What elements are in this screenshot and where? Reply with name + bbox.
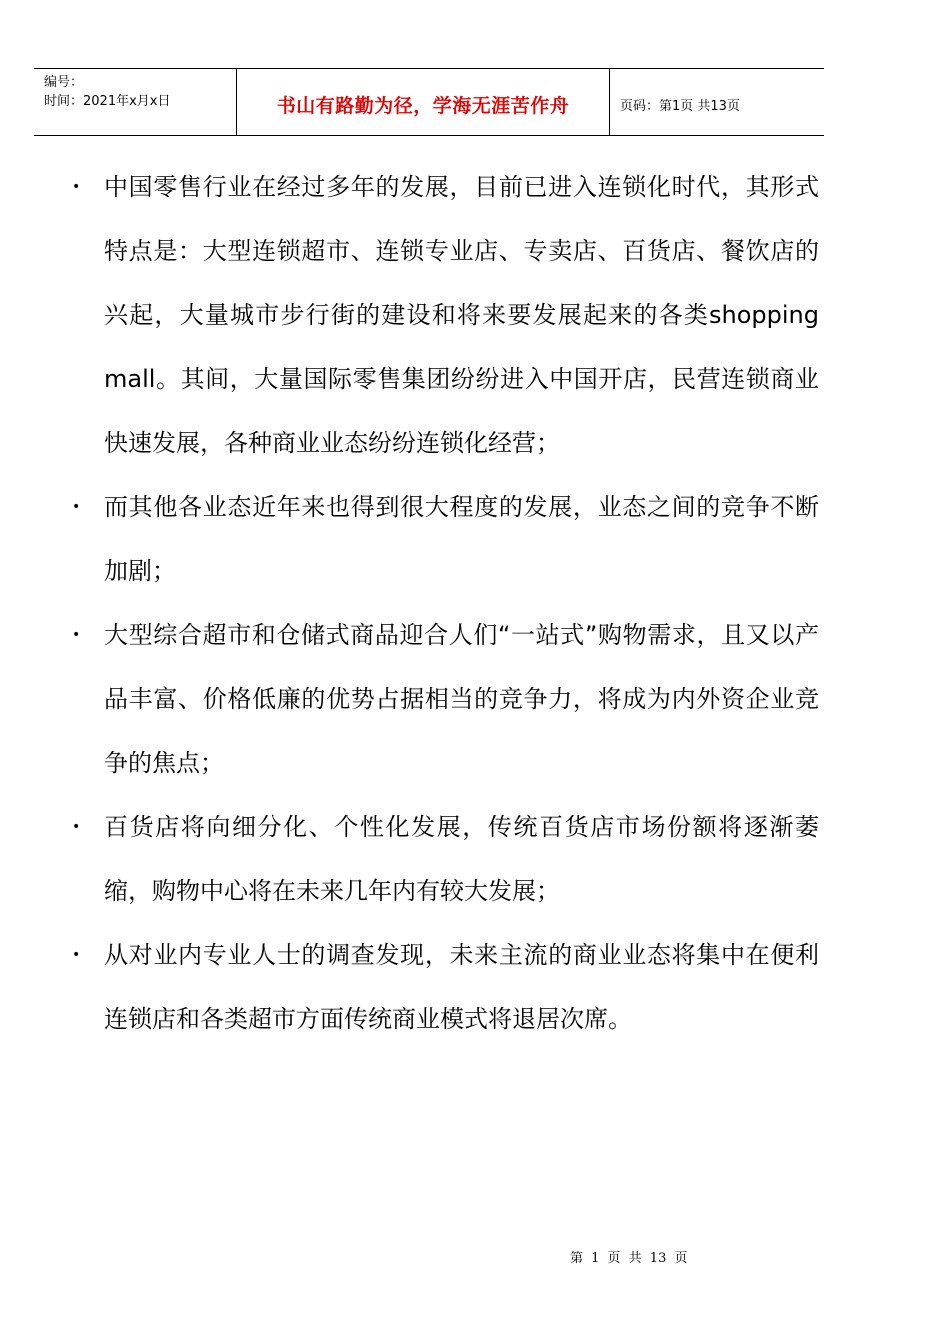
bullet-list	[72, 155, 832, 1051]
list-item	[72, 923, 832, 1051]
list-item-text: 百货店将向细分化、个性化发展，传统百货店市场份额将逐渐萎缩，购物中心将在未来几年内有较大发展；	[104, 813, 819, 905]
bullet-icon: •	[72, 819, 81, 835]
page-footer: 第 1 页 共 13 页	[570, 1251, 688, 1266]
bullet-icon: •	[72, 947, 81, 963]
header-meta	[44, 73, 170, 111]
header-divider	[609, 69, 610, 135]
bullet-icon: •	[72, 499, 81, 515]
header-motto: 书山有路勤为径，学海无涯苦作舟	[276, 95, 570, 117]
list-item	[72, 155, 832, 475]
list-item	[72, 603, 832, 795]
list-item-text: 从对业内专业人士的调查发现，未来主流的商业业态将集中在便利连锁店和各类超市方面传统商业模式将退居次席。	[104, 941, 819, 1033]
list-item-text: 而其他各业态近年来也得到很大程度的发展，业态之间的竞争不断加剧；	[104, 493, 819, 585]
list-item	[72, 795, 832, 923]
list-item-text: 大型综合超市和仓储式商品迎合人们“一站式”购物需求，且又以产品丰富、价格低廉的优势占据相当的竞争力，将成为内外资企业竞争的焦点；	[104, 621, 819, 777]
list-item	[72, 475, 832, 603]
bullet-icon: •	[72, 627, 81, 643]
document-header	[34, 68, 824, 136]
bullet-icon: •	[72, 179, 81, 195]
number-label: 编号：	[44, 75, 84, 90]
time-label: 时间：2021年x月x日	[44, 94, 171, 109]
list-item-text: 中国零售行业在经过多年的发展，目前已进入连锁化时代，其形式特点是：大型连锁超市、连锁专业店、专卖店、百货店、餐饮店的兴起，大量城市步行街的建设和将来要发展起来的各类shopping mall。其间，大量国际零售集团纷纷进入中国开店，民营连锁商业快速发展，各种商业业态纷纷连锁化经营；	[104, 173, 819, 457]
header-page-code: 页码：第1页 共13页	[620, 99, 740, 114]
